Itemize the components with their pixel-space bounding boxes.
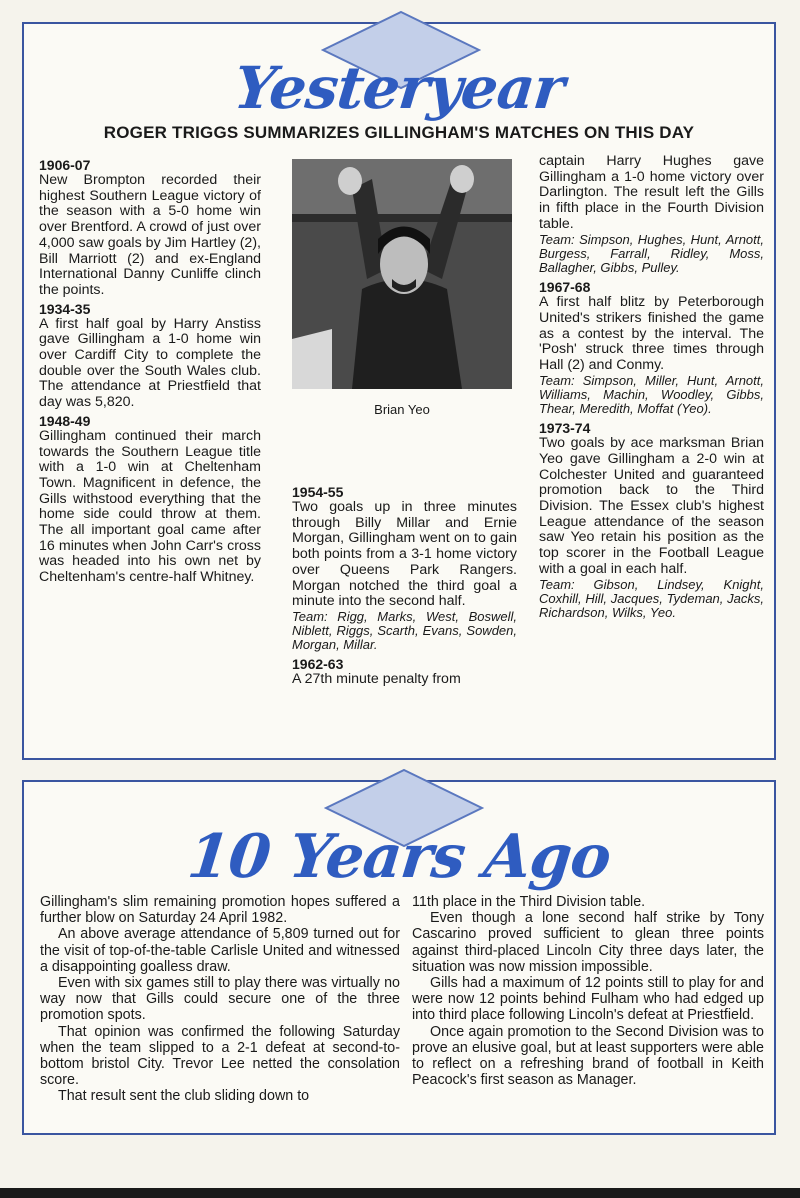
player-photo-illustration xyxy=(292,159,512,389)
match-report: A first half goal by Harry Anstiss gave Gillingham a 1-0 home win over Cardiff City to complete the double over the South Wales club. The attendance at Priestfield that day was 5,820. xyxy=(39,315,261,411)
match-report: New Brompton recorded their highest Southern League victory of the season with a 5-0 home win over Brentford. A crowd of just over 4,000 saw goals by Jim Hartley (2), Bill Marriott (2) and ex-England International Danny Cunliffe clinch the points. xyxy=(39,172,261,298)
season-heading: 1954-55 xyxy=(292,484,344,500)
paragraph: Even with six games still to play there was virtually no way now that Gills could secure one of the three promotion spots. xyxy=(40,975,400,1024)
paragraph: That opinion was confirmed the following Saturday when the team slipped to a 2-1 defeat at second-to-bottom bristol City. Trevor Lee netted the consolation score. xyxy=(40,1023,400,1089)
team-list: Team: Simpson, Hughes, Hunt, Arnott, Burgess, Farrall, Ridley, Moss, Ballagher, Gibbs, Pulley. xyxy=(539,231,764,275)
player-photo xyxy=(292,159,512,389)
team-list: Team: Gibson, Lindsey, Knight, Coxhill, Hill, Jacques, Tydeman, Jacks, Richardson, Wilks, Yeo. xyxy=(539,576,764,620)
yesteryear-panel xyxy=(22,22,776,760)
paragraph: Even though a lone second half strike by Tony Cascarino proved sufficient to glean three points against third-placed Lincoln City three days later, the situation was now mission impossible. xyxy=(412,910,764,975)
paragraph: Once again promotion to the Second Division was to prove an elusive goal, but at least supporters were able to reflect on a refreshing brand of football in Keith Peacock's first season as Manager. xyxy=(412,1023,764,1089)
match-report: captain Harry Hughes gave Gillingham a 1-0 home victory over Darlington. The result left the Gills in fifth place in the Fourth Division table. xyxy=(539,153,764,232)
season-heading: 1973-74 xyxy=(539,420,591,437)
team-list: Team: Simpson, Miller, Hunt, Arnott, Williams, Machin, Woodley, Gibbs, Thear, Meredith, Moffat (Yeo). xyxy=(539,372,764,417)
season-heading: 1906-07 xyxy=(39,157,91,173)
team-list: Team: Rigg, Marks, West, Boswell, Niblett, Riggs, Scarth, Evans, Sowden, Morgan, Millar. xyxy=(292,608,517,653)
ten-years-right-column xyxy=(412,894,764,1088)
season-heading: 1967-68 xyxy=(539,279,591,296)
photo-caption: Brian Yeo xyxy=(374,402,430,417)
paragraph: That result sent the club sliding down to xyxy=(58,1088,310,1105)
column-3 xyxy=(539,154,764,620)
match-report: A 27th minute penalty from xyxy=(292,670,461,687)
match-report: Two goals by ace marksman Brian Yeo gave Gillingham a 2-0 win at Colchester United and guaranteed promotion back to the Third Division. The Essex club's highest League attendance of the season saw Yeo retain his position as the top scorer in the Football League with a goal in each half. xyxy=(539,435,764,577)
ten-years-left-column xyxy=(40,894,400,1105)
paragraph: Gillingham's slim remaining promotion hopes suffered a further blow on Saturday 24 April 1982. xyxy=(40,894,400,927)
page-bottom-edge xyxy=(0,1188,800,1198)
match-report: A first half blitz by Peterborough United's strikers finished the game as a contest by the interval. The 'Posh' struck three times through Hall (2) and Conmy. xyxy=(539,294,764,373)
season-heading: 1934-35 xyxy=(39,300,91,317)
paragraph: 11th place in the Third Division table. xyxy=(412,894,646,910)
ten-years-ago-panel xyxy=(22,780,776,1135)
yesteryear-subtitle: ROGER TRIGGS SUMMARIZES GILLINGHAM'S MATCHES ON THIS DAY xyxy=(103,123,695,142)
season-heading: 1948-49 xyxy=(39,412,91,429)
season-heading: 1962-63 xyxy=(292,655,344,672)
ten-years-ago-title: 10 Years Ago xyxy=(184,822,614,892)
match-report: Gillingham continued their march towards the Southern League title with a 1-0 win at Cheltenham Town. Magnificent in defence, the Gills withstood everything that the home side could throw at them. The all important goal came after 16 minutes when John Carr's cross was headed into his own net by Cheltenham's centre-half Whitney. xyxy=(39,427,261,586)
column-1 xyxy=(39,157,261,586)
paragraph: Gills had a maximum of 12 points still to play for and were now 12 points behind Fulham who had edged up into third place following Lincoln's defeat at Priestfield. xyxy=(412,975,764,1024)
column-2 xyxy=(292,484,517,687)
yesteryear-title: Yesteryear xyxy=(230,54,568,122)
match-report: Two goals up in three minutes through Billy Millar and Ernie Morgan, Gillingham went on to gain both points from a 3-1 home victory over Queens Park Rangers. Morgan notched the third goal a minute into the second half. xyxy=(292,499,517,610)
paragraph: An above average attendance of 5,809 turned out for the visit of top-of-the-table Carlisle United and witnessed a disappointing goalless draw. xyxy=(40,926,400,975)
